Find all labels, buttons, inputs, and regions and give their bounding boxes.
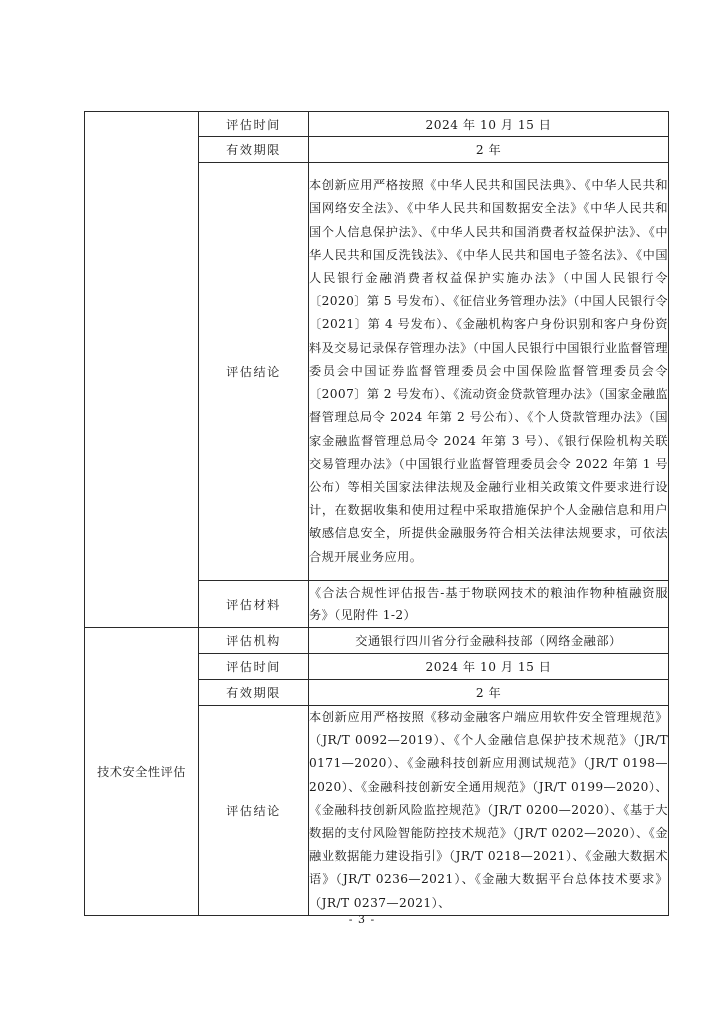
tech-validity-value: 2 年 — [309, 680, 669, 706]
table-row — [85, 628, 669, 654]
validity-label: 有效期限 — [199, 137, 309, 163]
materials-label: 评估材料 — [199, 581, 309, 628]
table-row — [85, 112, 669, 137]
section-cell-top — [85, 112, 199, 628]
eval-time-value: 2024 年 10 月 15 日 — [309, 112, 669, 137]
conclusion-label: 评估结论 — [199, 163, 309, 581]
eval-org-value: 交通银行四川省分行金融科技部（网络金融部） — [309, 628, 669, 654]
tech-conclusion-label: 评估结论 — [199, 706, 309, 916]
tech-eval-time-value: 2024 年 10 月 15 日 — [309, 654, 669, 680]
tech-section-title: 技术安全性评估 — [85, 628, 199, 916]
eval-org-label: 评估机构 — [199, 628, 309, 654]
page-number: - 3 - — [348, 913, 376, 926]
materials-text: 《合法合规性评估报告-基于物联网技术的粮油作物种植融资服务》（见附件 1-2） — [309, 581, 669, 628]
conclusion-text: 本创新应用严格按照《中华人民共和国民法典》、《中华人民共和国网络安全法》、《中华人民共和国数据安全法》《中华人民共和国个人信息保护法》、《中华人民共和国消费者权益保护法》、《中华人民共和国反洗钱法》、《中华人民共和国电子签名法》、《中国人民银行金融消费者权益保护实施办法》（中国人民银行令〔2020〕第 5 号发布）、《征信业务管理办法》（中国人民银行令〔2021〕第 4 号发布）、《金融机构客户身份识别和客户身份资料及交易记录保存管理办法》（中国人民银行中国银行业监督管理委员会中国证券监督管理委员会中国保险监督管理委员会令〔2007〕第 2 号发布）、《流动资金贷款管理办法》（国家金融监督管理总局令 2024 年第 2 号公布）、《个人贷款管理办法》（国家金融监督管理总局令 2024 年第 3 号）、《银行保险机构关联交易管理办法》（中国银行业监督管理委员会令 2022 年第 1 号公布）等相关国家法律法规及金融行业相关政策文件要求进行设计，在数据收集和使用过程中采取措施保护个人金融信息和用户敏感信息安全，所提供金融服务符合相关法律法规要求，可依法合规开展业务应用。 — [309, 163, 669, 581]
eval-time-label: 评估时间 — [199, 112, 309, 137]
assessment-table — [84, 111, 669, 916]
tech-validity-label: 有效期限 — [199, 680, 309, 706]
validity-value: 2 年 — [309, 137, 669, 163]
tech-conclusion-text: 本创新应用严格按照《移动金融客户端应用软件安全管理规范》（JR/T 0092—2019）、《个人金融信息保护技术规范》（JR/T 0171—2020）、《金融科技创新应用测试规范》（JR/T 0198—2020）、《金融科技创新安全通用规范》（JR/T 0199—2020）、《金融科技创新风险监控规范》（JR/T 0200—2020）、《基于大数据的支付风险智能防控技术规范》（JR/T 0202—2020）、《金融业数据能力建设指引》（JR/T 0218—2021）、《金融大数据术语》（JR/T 0236—2021）、《金融大数据平台总体技术要求》（JR/T 0237—2021）、 — [309, 706, 669, 916]
tech-eval-time-label: 评估时间 — [199, 654, 309, 680]
